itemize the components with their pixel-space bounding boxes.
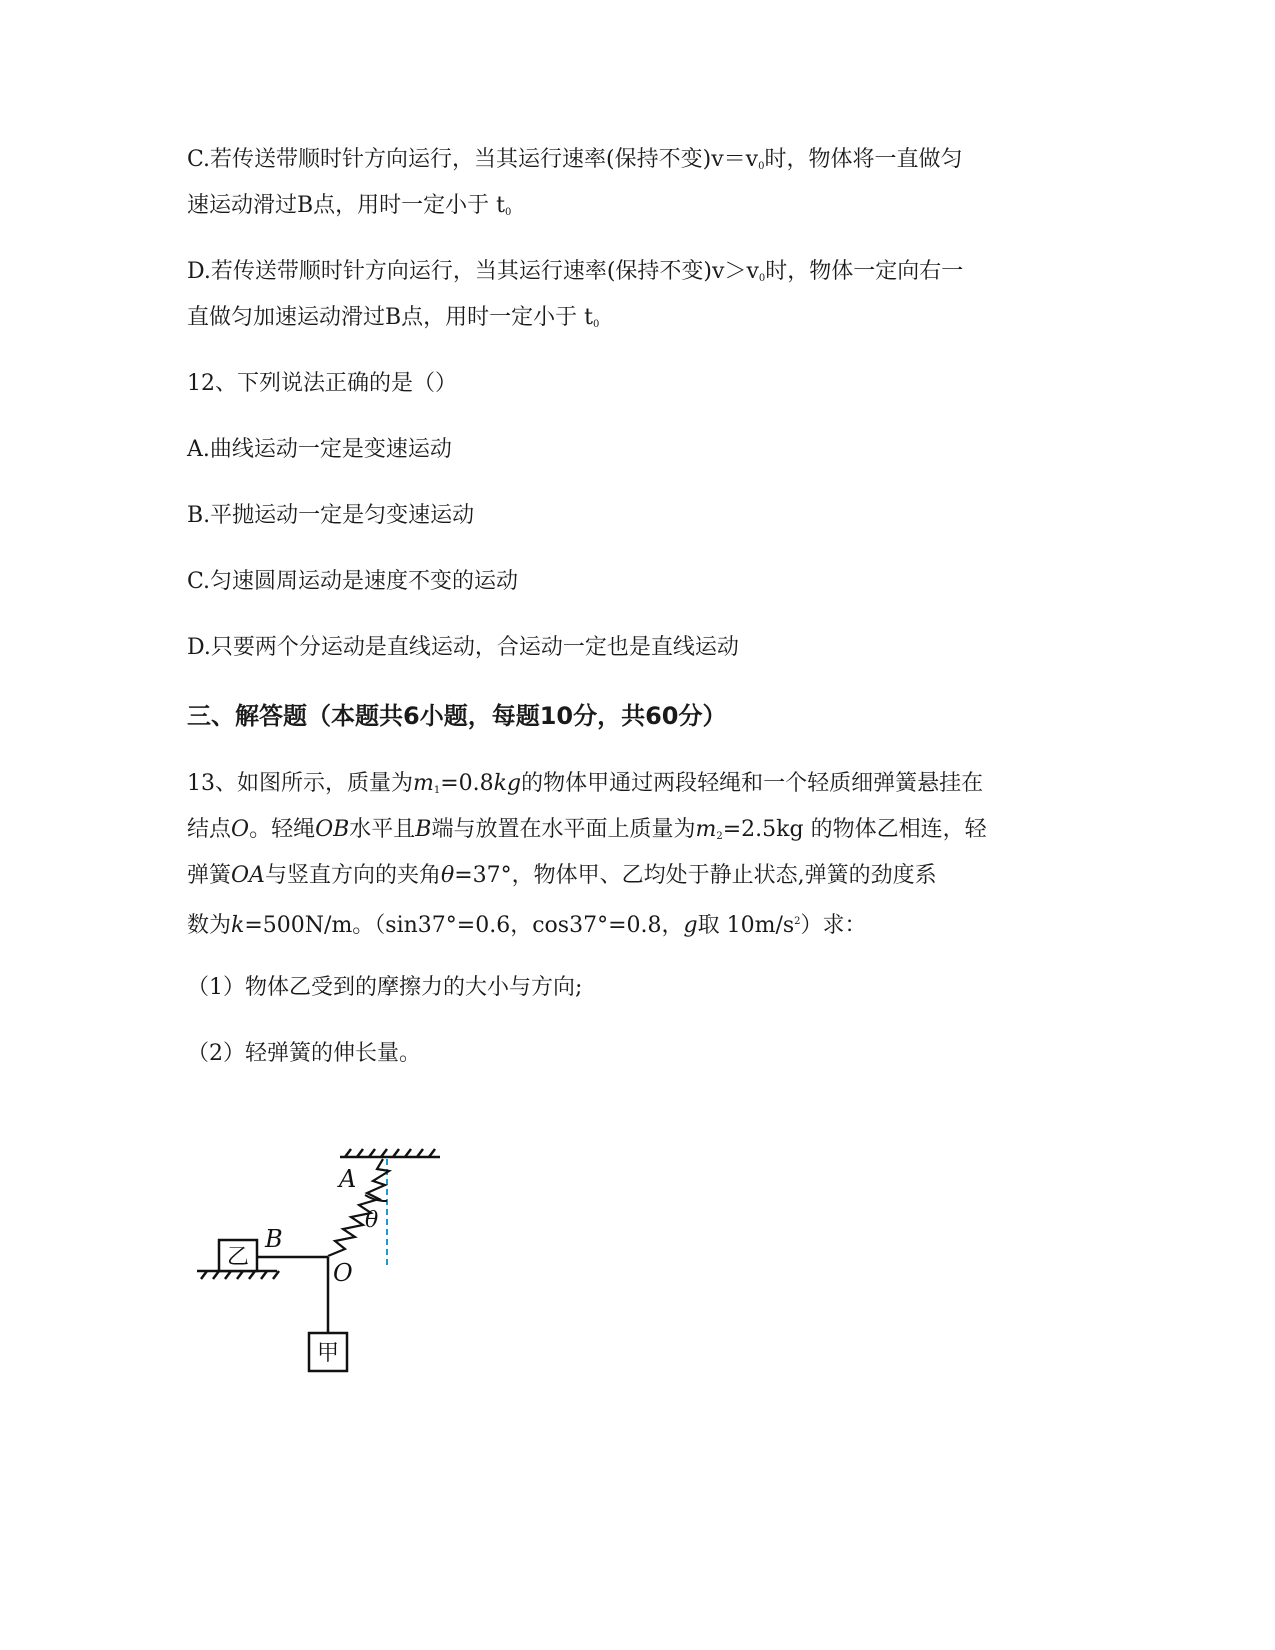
q12-option-b: B.平抛运动一定是匀变速运动: [187, 503, 475, 528]
q12-option-c: C.匀速圆周运动是速度不变的运动: [187, 569, 519, 594]
block-yi-label: 乙: [226, 1245, 250, 1270]
q13-subquestion-1: （1）物体乙受到的摩擦力的大小与方向;: [187, 975, 583, 1000]
physics-diagram: [195, 1145, 455, 1400]
q13-line4: 数为k=500N/m。（sin37°=0.6，cos37°=0.8，g取 $10m/s^2$）求：: [187, 913, 867, 938]
q12-option-d: D.只要两个分运动是直线运动，合运动一定也是直线运动: [187, 635, 739, 660]
section-heading: 三、解答题（本题共6小题，每题10分，共60分）: [187, 702, 727, 730]
q13-line1: 13、如图所示，质量为$m_1=0.8kg$的物体甲通过两段轻绳和一个轻质细弹簧悬挂在: [187, 771, 984, 796]
spring-oa: [328, 1159, 389, 1256]
q11-option-d-line1: D.若传送带顺时针方向运行，当其运行速率(保持不变)$v>v_0$时，物体一定向右一: [187, 259, 964, 284]
q12-stem: 12、下列说法正确的是（）: [187, 371, 457, 396]
q13-line2: 结点O。轻绳OB水平且B端与放置在水平面上质量为$m_2=2.5kg$ 的物体乙相连，轻: [187, 817, 987, 842]
q13-subquestion-2: （2）轻弹簧的伸长量。: [187, 1041, 421, 1066]
label-b: B: [265, 1225, 283, 1253]
q13-line3: 弹簧OA与竖直方向的夹角θ=37°，物体甲、乙均处于静止状态,弹簧的劲度系: [187, 863, 937, 888]
q11-option-c-line1: C.若传送带顺时针方向运行，当其运行速率(保持不变)$v=v_0$时，物体将一直做匀: [187, 147, 963, 172]
label-a: A: [339, 1165, 357, 1193]
label-o: O: [333, 1259, 353, 1287]
q11-option-d-line2: 直做匀加速运动滑过B点，用时一定小于 $t_0$: [187, 305, 600, 330]
ceiling: [340, 1149, 440, 1157]
block-jia-label: 甲: [316, 1341, 340, 1366]
q12-option-a: A.曲线运动一定是变速运动: [187, 437, 452, 462]
q11-option-c-line2: 速运动滑过B点，用时一定小于 $t_0$: [187, 193, 512, 218]
label-theta: θ: [365, 1208, 379, 1233]
